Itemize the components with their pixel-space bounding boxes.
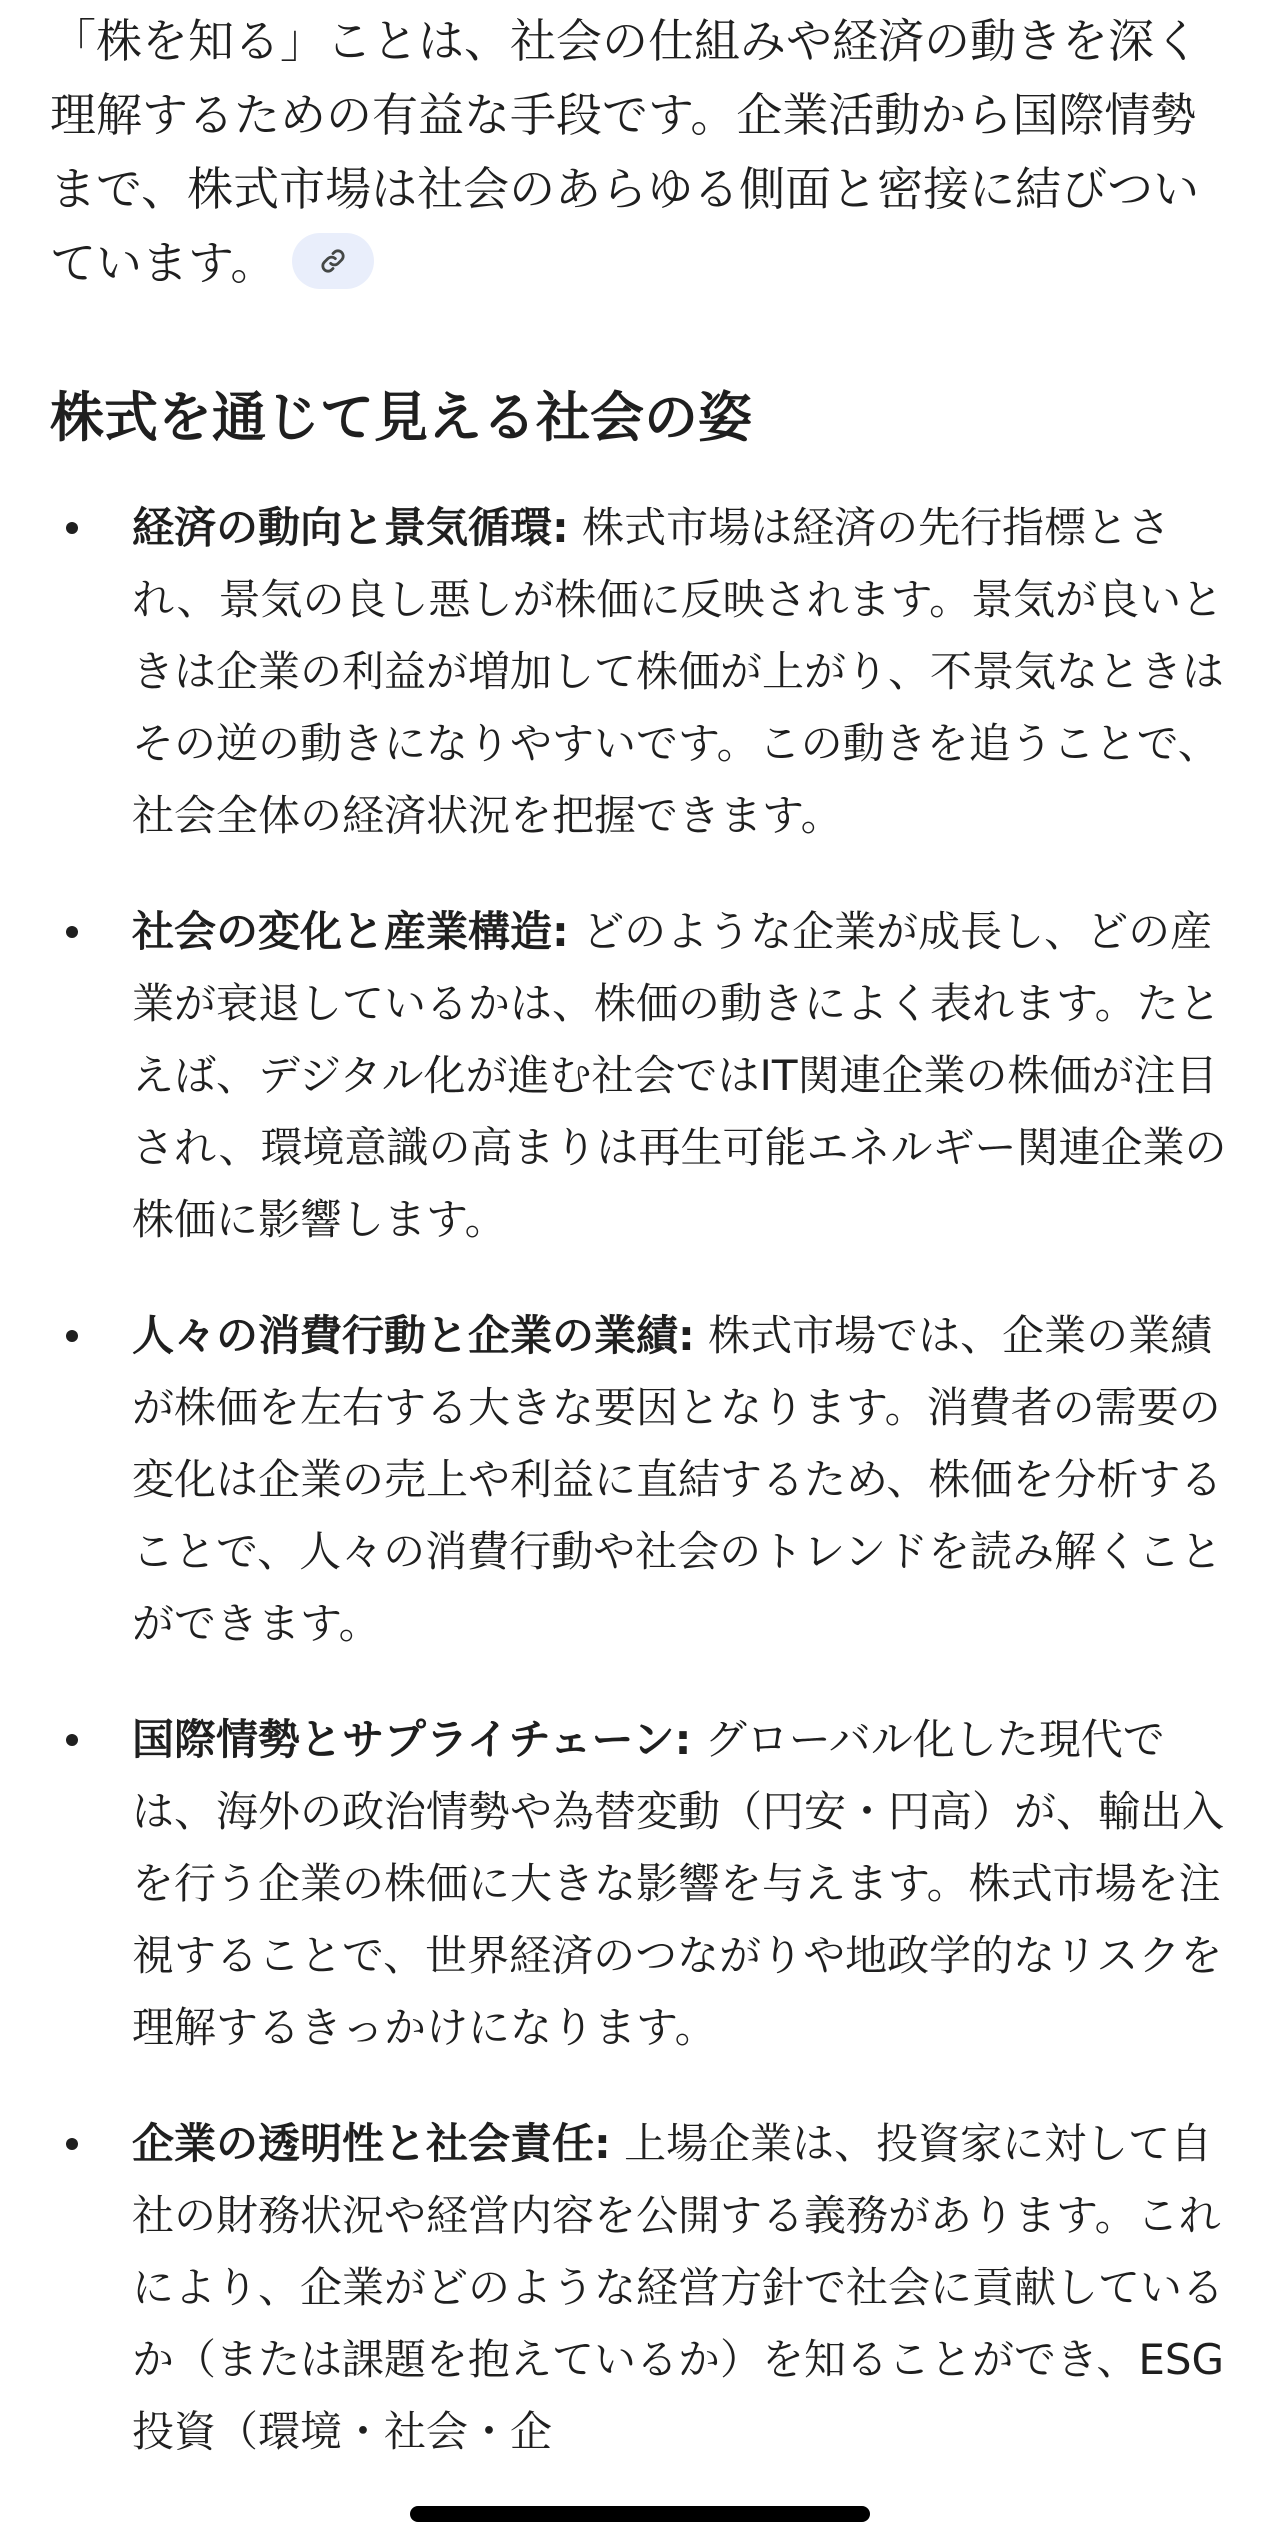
list-item-body: どのような企業が成長し、どの産業が衰退しているかは、株価の動きによく表れます。たとえば、デジタル化が進む社会ではIT関連企業の株価が注目され、環境意識の高まりは再生可能エネルギー関連企業の株価に影響します。 <box>132 907 1227 1244</box>
response-content <box>50 0 1230 2512</box>
list-item-term: 経済の動向と景気循環: <box>132 503 569 552</box>
link-icon <box>319 247 347 275</box>
list-item-body: 上場企業は、投資家に対して自社の財務状況や経営内容を公開する義務があります。これにより、企業がどのような経営方針で社会に貢献しているか（または課題を抱えているか）を知ることができ、ESG投資（環境・社会・企 <box>132 2119 1225 2456</box>
list-item-body: 株式市場は経済の先行指標とされ、景気の良し悪しが株価に反映されます。景気が良いときは企業の利益が増加して株価が上がり、不景気なときはその逆の動きになりやすいです。この動きを追うことで、社会全体の経済状況を把握できます。 <box>132 503 1225 840</box>
list-item-body: 株式市場では、企業の業績が株価を左右する大きな要因となります。消費者の需要の変化は企業の売上や利益に直結するため、株価を分析することで、人々の消費行動や社会のトレンドを読み解くことができます。 <box>132 1311 1223 1648</box>
list-item <box>50 2108 1230 2468</box>
bullet-icon <box>66 926 78 938</box>
list-item <box>50 1300 1230 1660</box>
intro-paragraph <box>50 0 1230 300</box>
source-link-button[interactable] <box>292 233 374 289</box>
bullet-icon <box>66 2138 78 2150</box>
bullet-icon <box>66 1734 78 1746</box>
list-item <box>50 1704 1230 2064</box>
intro-text: 「株を知る」ことは、社会の仕組みや経済の動きを深く理解するための有益な手段です。企業活動から国際情勢まで、株式市場は社会のあらゆる側面と密接に結びついています。 <box>50 14 1200 290</box>
section-heading: 株式を通じて見える社会の姿 <box>50 386 752 449</box>
bullet-list <box>50 492 1230 2468</box>
home-indicator[interactable] <box>410 2506 870 2522</box>
list-item <box>50 492 1230 852</box>
bullet-icon <box>66 1330 78 1342</box>
list-item-term: 社会の変化と産業構造: <box>132 907 569 956</box>
list-item-body: グローバル化した現代では、海外の政治情勢や為替変動（円安・円高）が、輸出入を行う企業の株価に大きな影響を与えます。株式市場を注視することで、世界経済のつながりや地政学的なリスクを理解するきっかけになります。 <box>132 1715 1225 2052</box>
list-item-term: 国際情勢とサプライチェーン: <box>132 1715 692 1764</box>
list-item <box>50 896 1230 1256</box>
list-item-term: 企業の透明性と社会責任: <box>132 2119 611 2168</box>
bullet-icon <box>66 522 78 534</box>
list-item-term: 人々の消費行動と企業の業績: <box>132 1311 695 1360</box>
